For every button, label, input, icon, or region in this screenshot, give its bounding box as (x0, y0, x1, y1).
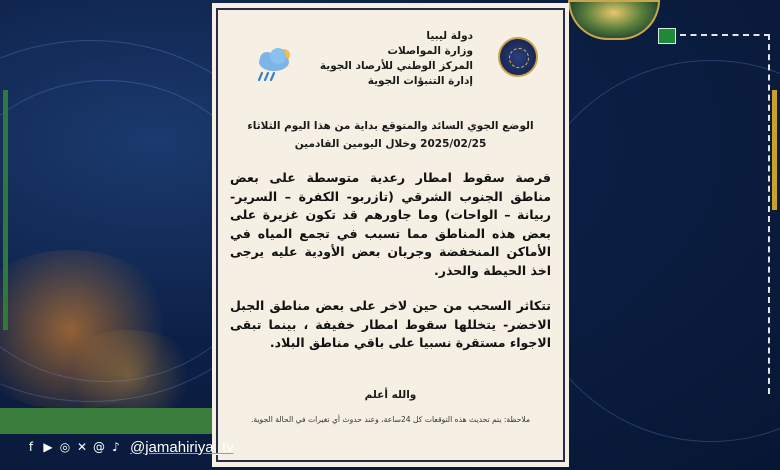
dashed-frame-line (680, 34, 770, 36)
x-icon[interactable]: ✕ (76, 440, 88, 454)
bulletin-title-line: الوضع الجوي السائد والمتوقع بداية من هذا اليوم الثلاثاء (247, 120, 534, 132)
right-accent-bar (772, 90, 777, 210)
issuer-header (320, 29, 473, 89)
instagram-icon[interactable]: ◎ (59, 440, 71, 454)
header-line: وزارة المواصلات (387, 45, 473, 57)
channel-emblem (568, 0, 660, 40)
youtube-icon[interactable]: ▶ (43, 440, 53, 454)
green-square-icon (658, 28, 676, 44)
weather-bulletin-document (212, 3, 569, 467)
header-line: إدارة التنبؤات الجوية (367, 75, 473, 87)
rain-cloud-icon (252, 45, 296, 85)
meteorology-center-logo (498, 37, 538, 77)
threads-icon[interactable]: @ (93, 440, 105, 454)
social-handle-link[interactable]: @jamahiriya_tv (130, 438, 234, 456)
closing-text: والله أعلم (364, 389, 417, 401)
left-accent-bar (3, 90, 8, 330)
lower-third-panel (0, 408, 212, 434)
social-media-bar (24, 437, 234, 457)
dashed-frame-line (768, 34, 770, 394)
header-line: دولة ليبيا (426, 30, 473, 42)
tiktok-icon[interactable]: ♪ (112, 440, 120, 454)
forecast-paragraph-south-east: فرصة سقوط امطار رعدية متوسطة على بعض مناطق الجنوب الشرقي (تازربو- الكفرة – السرير- ربيانة – الواحات) وما جاورهم قد تكون غزيرة على بعض هذه المناطق مما تسبب في تجمع المياه في الأماكن المنخفضة وجريان بعض الأودية عليه يرجى اخذ الحيطة والحذر. (230, 170, 551, 278)
bulletin-title (212, 117, 569, 153)
facebook-icon[interactable]: f (28, 440, 34, 454)
bulletin-title-line: 2025/02/25 وخلال اليومين القادمين (294, 138, 487, 150)
forecast-paragraph-green-mountain: تتكاثر السحب من حين لاخر على بعض مناطق الجبل الاخضر- يتخللها سقوط امطار خفيفة ، بينما تبقى الاجواء مستقرة نسبيا على باقي مناطق البلاد. (230, 298, 551, 351)
update-note: ملاحظة: يتم تحديث هذه التوقعات كل 24ساعة، وعند حدوث أي تغيرات في الحالة الجوية. (250, 415, 531, 424)
header-line: المركز الوطني للأرصاد الجوية (319, 60, 473, 72)
